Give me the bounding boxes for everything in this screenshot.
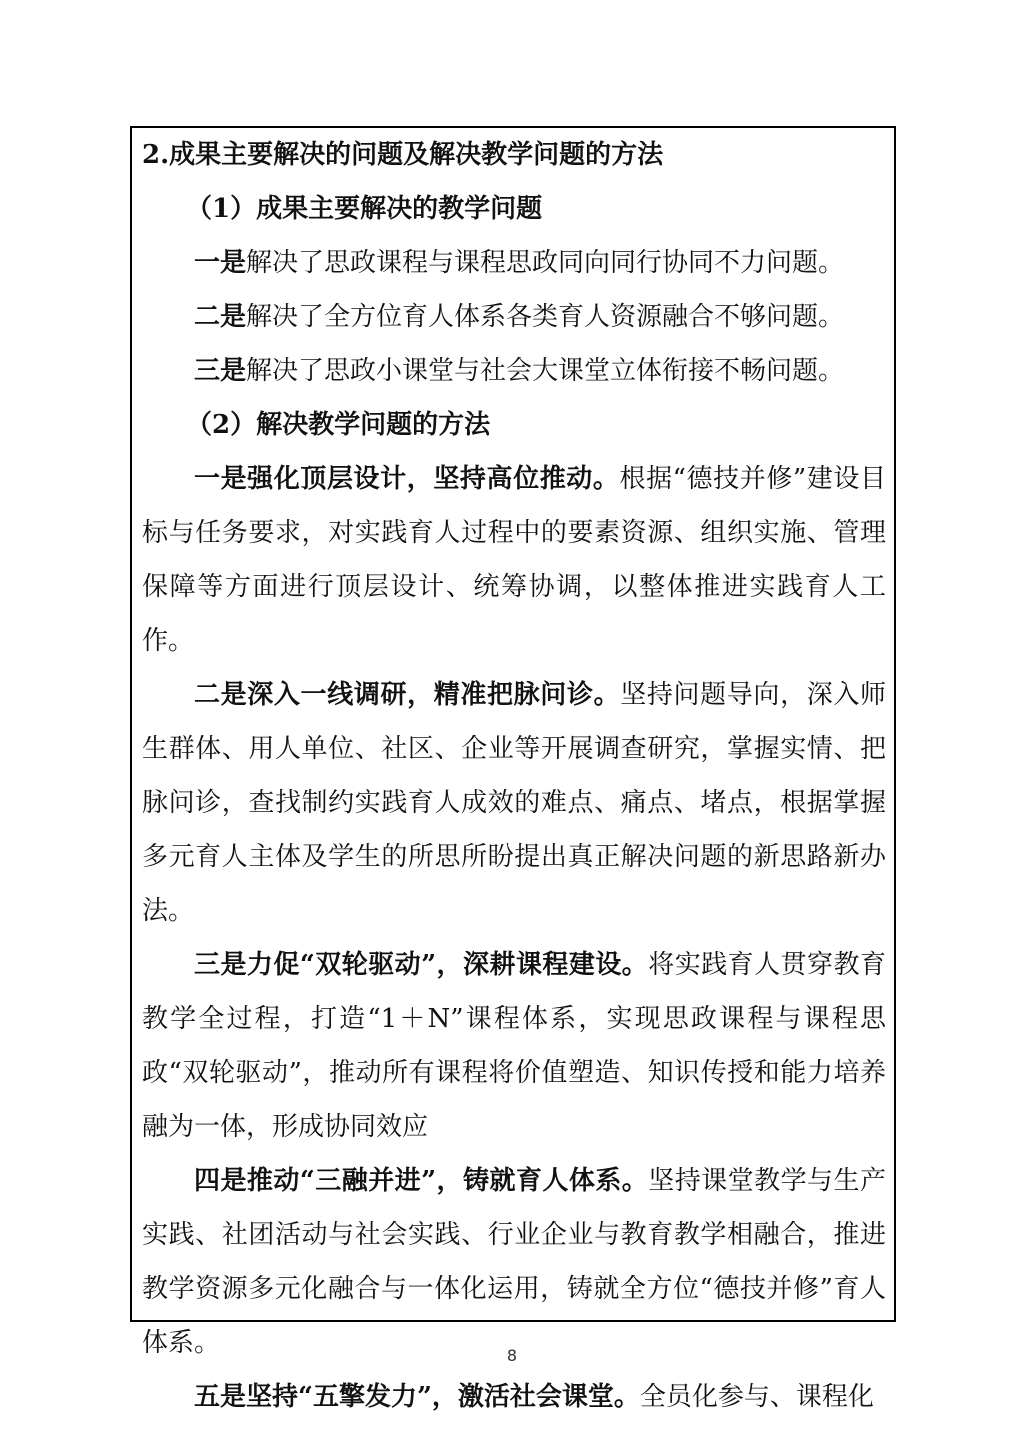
problem-item-text: 解决了思政小课堂与社会大课堂立体衔接不畅问题。 [246, 356, 845, 386]
document-frame [130, 126, 896, 1412]
method-item-lead: 四是推动“三融并进”，铸就育人体系。 [194, 1166, 649, 1196]
document-content [142, 128, 886, 1424]
method-item-2 [142, 668, 886, 938]
method-item-lead: 三是力促“双轮驱动”，深耕课程建设。 [194, 950, 649, 980]
method-item-text: 将实践育人贯穿教育教学全过程，打造“1＋N”课程体系，实现思政课程与课程思政“双轮驱动”，推动所有课程将价值塑造、知识传授和能力培养融为一体，形成协同效应 [142, 950, 886, 1142]
method-item-text: 根据“德技并修”建设目标与任务要求，对实践育人过程中的要素资源、组织实施、管理保障等方面进行顶层设计、统筹协调，以整体推进实践育人工作。 [142, 464, 886, 656]
problem-item-lead: 一是 [194, 248, 247, 278]
problem-item-1 [142, 236, 886, 290]
problem-item-text: 解决了全方位育人体系各类育人资源融合不够问题。 [246, 302, 845, 332]
method-item-lead: 五是坚持“五擎发力”，激活社会课堂。 [194, 1382, 640, 1412]
problem-item-3 [142, 344, 886, 398]
method-item-1 [142, 452, 886, 668]
method-item-lead: 一是强化顶层设计，坚持高位推动。 [194, 464, 620, 494]
method-item-text: 全员化参与、课程化 [639, 1382, 874, 1412]
page-number: 8 [506, 1346, 518, 1365]
methods-heading: （2）解决教学问题的方法 [186, 410, 491, 440]
problem-item-2 [142, 290, 886, 344]
method-item-3 [142, 938, 886, 1154]
problems-heading: （1）成果主要解决的教学问题 [186, 194, 543, 224]
method-item-4 [142, 1154, 886, 1370]
method-item-lead: 二是深入一线调研，精准把脉问诊。 [194, 680, 621, 710]
method-item-text: 坚持课堂教学与生产实践、社团活动与社会实践、行业企业与教育教学相融合，推进教学资源多元化融合与一体化运用，铸就全方位“德技并修”育人体系。 [142, 1166, 886, 1358]
problem-item-text: 解决了思政课程与课程思政同向同行协同不力问题。 [246, 248, 845, 278]
problem-item-lead: 二是 [194, 302, 247, 332]
method-item-text: 坚持问题导向，深入师生群体、用人单位、社区、企业等开展调查研究，掌握实情、把脉问诊，查找制约实践育人成效的难点、痛点、堵点，根据掌握多元育人主体及学生的所思所盼提出真正解决问题的新思路新办法。 [142, 680, 886, 926]
section-title: 2.成果主要解决的问题及解决教学问题的方法 [142, 140, 664, 170]
method-item-5 [142, 1370, 886, 1424]
problem-item-lead: 三是 [194, 356, 247, 386]
